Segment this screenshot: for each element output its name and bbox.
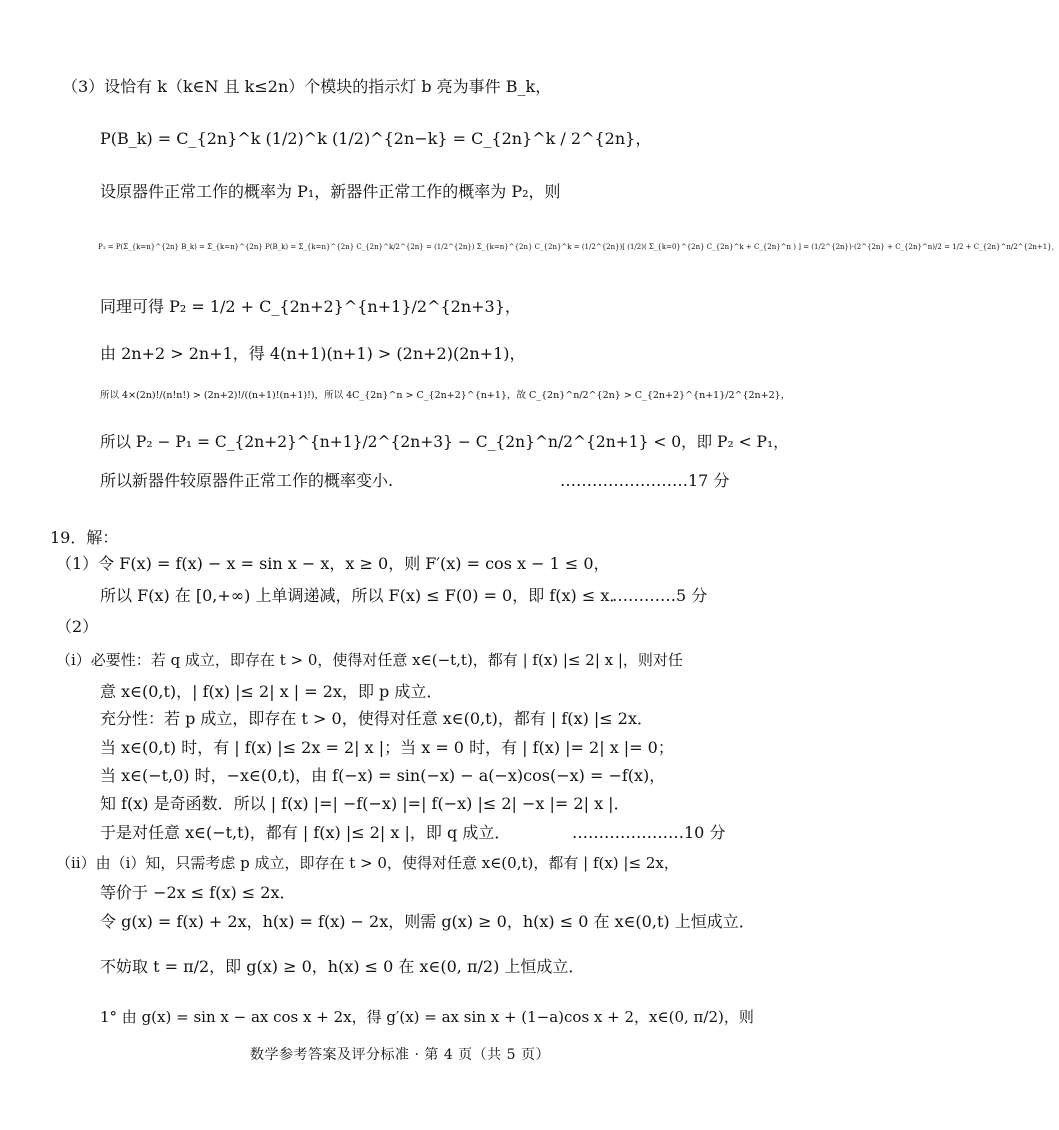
q19-ii-line4: 不妨取 t = π/2，即 g(x) ≥ 0，h(x) ≤ 0 在 x∈(0, π/2) 上恒成立． bbox=[100, 957, 585, 976]
q19-ii-line5: 1° 由 g(x) = sin x − ax cos x + 2x，得 g′(x) = ax sin x + (1−a)cos x + 2，x∈(0, π/2)，则 bbox=[100, 1008, 754, 1026]
q19-i-line3: 充分性：若 p 成立，即存在 t > 0，使得对任意 x∈(0,t)，都有 | f(x) |≤ 2x． bbox=[100, 709, 653, 728]
q19-i-line1: （ⅰ）必要性：若 q 成立，即存在 t > 0，使得对任意 x∈(−t,t)，都有 | f(x) |≤ 2| x |，则对任 bbox=[56, 651, 683, 669]
score-10: …………………10 分 bbox=[572, 823, 726, 842]
q19-heading: 19．解： bbox=[50, 528, 119, 547]
q19-i-line5: 当 x∈(−t,0) 时，−x∈(0,t)，由 f(−x) = sin(−x) − a(−x)cos(−x) = −f(x)， bbox=[100, 766, 666, 785]
q19-i-line6: 知 f(x) 是奇函数．所以 | f(x) |=| −f(−x) |=| f(−x) |≤ 2| −x |= 2| x |． bbox=[100, 794, 630, 813]
part3-formula-pbk: P(B_k) = C_{2n}^k (1/2)^k (1/2)^{2n−k} = C_{2n}^k / 2^{2n}， bbox=[100, 129, 652, 148]
part3-event-definition: （3）设恰有 k（k∈N 且 k≤2n）个模块的指示灯 b 亮为事件 B_k， bbox=[62, 77, 552, 96]
q19-ii-line2: 等价于 −2x ≤ f(x) ≤ 2x． bbox=[100, 883, 296, 902]
part3-formula-p2: 同理可得 P₂ = 1/2 + C_{2n+2}^{n+1}/2^{2n+3}， bbox=[100, 297, 521, 316]
score-5: …………5 分 bbox=[612, 586, 708, 605]
q19-i-line4: 当 x∈(0,t) 时，有 | f(x) |≤ 2x = 2| x |；当 x = 0 时，有 | f(x) |= 2| x |= 0； bbox=[100, 738, 674, 757]
part3-inequality: 由 2n+2 > 2n+1，得 4(n+1)(n+1) > (2n+2)(2n+1)， bbox=[100, 344, 526, 363]
q19-part1-line1: （1）令 F(x) = f(x) − x = sin x − x，x ≥ 0，则 F′(x) = cos x − 1 ≤ 0， bbox=[56, 554, 610, 573]
q19-part1-line2: 所以 F(x) 在 [0,+∞) 上单调递减，所以 F(x) ≤ F(0) = 0，即 f(x) ≤ x． bbox=[100, 586, 626, 605]
q19-ii-line1: （ⅱ）由（ⅰ）知，只需考虑 p 成立，即存在 t > 0，使得对任意 x∈(0,t)，都有 | f(x) |≤ 2x， bbox=[56, 854, 679, 872]
score-17: ……………………17 分 bbox=[560, 471, 730, 490]
part3-difference: 所以 P₂ − P₁ = C_{2n+2}^{n+1}/2^{2n+3} − C_{2n}^n/2^{2n+1} < 0，即 P₂ < P₁， bbox=[100, 433, 789, 451]
q19-i-line2: 意 x∈(0,t)，| f(x) |≤ 2| x | = 2x，即 p 成立． bbox=[100, 682, 443, 701]
part3-probability-setup: 设原器件正常工作的概率为 P₁，新器件正常工作的概率为 P₂，则 bbox=[100, 182, 561, 201]
page-footer: 数学参考答案及评分标准 · 第 4 页（共 5 页） bbox=[250, 1047, 550, 1063]
q19-ii-line3: 令 g(x) = f(x) + 2x，h(x) = f(x) − 2x，则需 g(x) ≥ 0，h(x) ≤ 0 在 x∈(0,t) 上恒成立． bbox=[100, 912, 755, 931]
part3-conclusion: 所以新器件较原器件正常工作的概率变小. bbox=[100, 471, 394, 490]
part3-formula-p1: P₁ = P(Σ_{k=n}^{2n} B_k) = Σ_{k=n}^{2n} P(B_k) = Σ_{k=n}^{2n} C_{2n}^k/2^{2n} = (1/2^{2n}) Σ_{k=n}^{2n} C_{2n}^k = (1/2^{2n})[ (1/2)( Σ_{k=0}^{2n} C_{2n}^k + C_{2n}^n ) ] = (1/2^{2n})·(2^{2n} + C_{2n}^n)/2 = 1/2 + C_{2n}^n/2^{2n+1}， bbox=[98, 243, 1059, 251]
q19-i-line7: 于是对任意 x∈(−t,t)，都有 | f(x) |≤ 2| x |，即 q 成立． bbox=[100, 823, 511, 842]
part3-factorial-comparison: 所以 4×(2n)!/(n!n!) > (2n+2)!/((n+1)!(n+1)!)，所以 4C_{2n}^n > C_{2n+2}^{n+1}，故 C_{2n}^n/2^{2n} > C_{2n+2}^{n+1}/2^{2n+2}， bbox=[100, 390, 791, 401]
q19-part2-heading: （2） bbox=[56, 617, 99, 636]
